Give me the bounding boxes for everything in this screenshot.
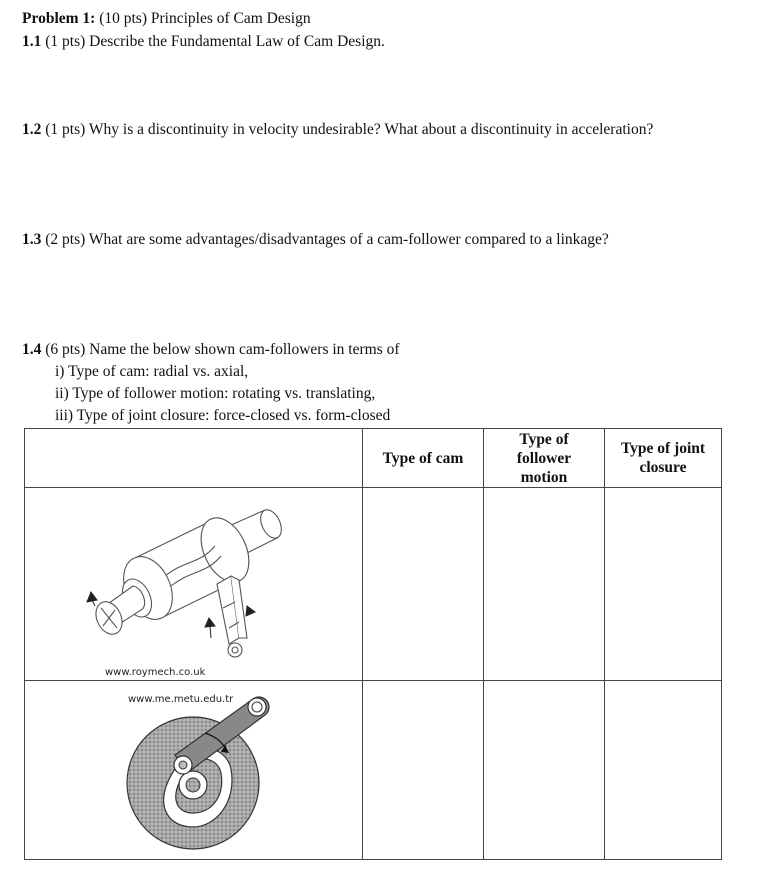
table-row [25,488,722,681]
question-text: (1 pts) Why is a discontinuity in velocity undesirable? What about a discontinuity in acceleration? [41,121,654,138]
answer-cell-joint-closure[interactable] [605,681,722,860]
image-cell [25,681,363,860]
image-credit-roymech: www.roymech.co.uk [105,667,206,678]
problem-heading [22,8,311,29]
answer-cell-type-of-cam[interactable] [363,681,484,860]
radial-cam-illustration [25,681,361,859]
question-number: 1.4 [22,341,42,358]
answer-cell-follower-motion[interactable] [484,488,605,681]
question-text: (1 pts) Describe the Fundamental Law of Cam Design. [41,33,385,50]
criterion-follower-motion: ii) Type of follower motion: rotating vs. translating, [55,385,376,402]
question-1-3 [22,229,609,250]
answer-cell-joint-closure[interactable] [605,488,722,681]
table-row [25,681,722,860]
criterion-cam-type: i) Type of cam: radial vs. axial, [55,363,249,380]
problem-title: (10 pts) Principles of Cam Design [95,10,311,27]
question-1-1 [22,31,385,52]
question-text: (2 pts) What are some advantages/disadvantages of a cam-follower compared to a linkage? [41,231,609,248]
axial-cam-illustration [25,488,361,678]
header-type-of-cam: Type of cam [363,429,484,488]
header-image-cell [25,429,363,488]
image-cell [25,488,363,681]
question-1-2 [22,119,653,140]
header-joint-closure: Type of joint closure [605,429,722,488]
question-1-4 [22,339,400,360]
answer-cell-follower-motion[interactable] [484,681,605,860]
table-header-row [25,429,722,488]
answer-table [24,428,722,860]
header-follower-motion: Type of follower motion [484,429,605,488]
question-number: 1.3 [22,231,42,248]
problem-label: Problem 1: [22,10,96,27]
question-text: (6 pts) Name the below shown cam-followers in terms of [41,341,400,358]
question-number: 1.2 [22,121,42,138]
criterion-joint-closure: iii) Type of joint closure: force-closed vs. form-closed [55,407,391,424]
answer-cell-type-of-cam[interactable] [363,488,484,681]
question-number: 1.1 [22,33,42,50]
image-credit-metu: www.me.metu.edu.tr [128,694,234,705]
